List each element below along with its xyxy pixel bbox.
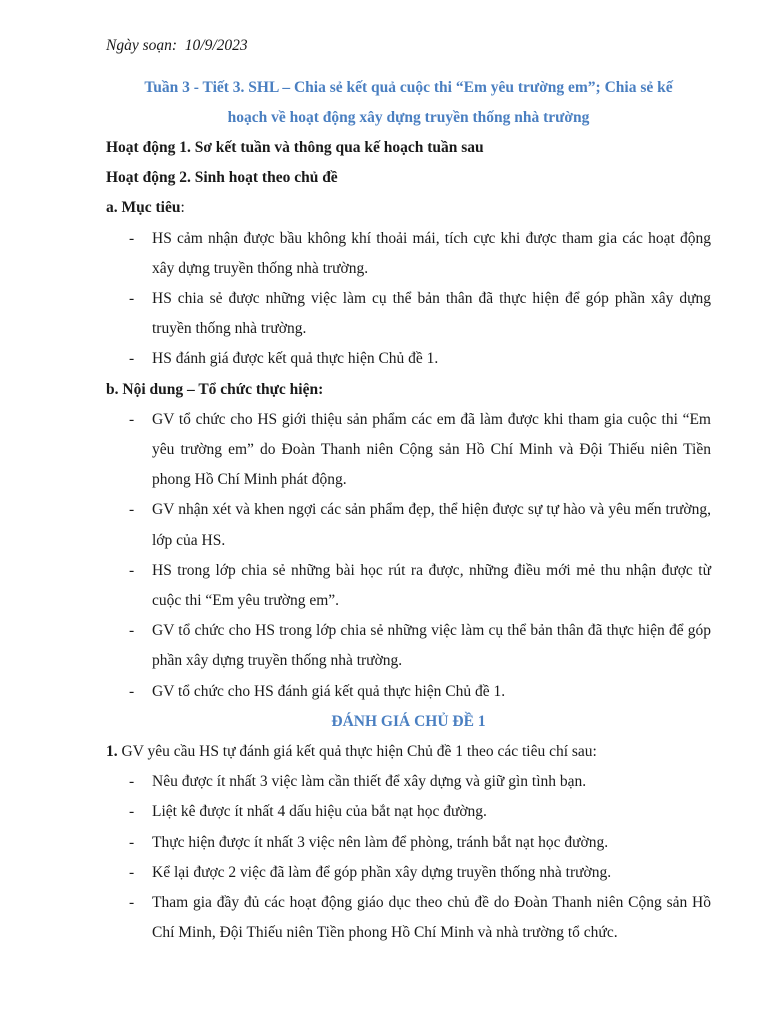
lesson-title — [106, 73, 711, 133]
list-item-text: GV tổ chức cho HS đánh giá kết quả thực hiện Chủ đề 1. — [152, 682, 506, 700]
list-item-text: HS trong lớp chia sẻ những bài học rút ra được, những điều mới mẻ thu nhận được từ cuộc thi “Em yêu trường em”. — [152, 561, 711, 610]
dash-bullet: - — [129, 350, 135, 368]
evaluation-number: 1. — [106, 743, 118, 761]
evaluation-heading: ĐÁNH GIÁ CHỦ ĐỀ 1 — [331, 712, 486, 730]
dash-bullet: - — [129, 410, 135, 428]
dash-bullet: - — [129, 773, 135, 791]
list-item-text: Thực hiện được ít nhất 3 việc nên làm để phòng, tránh bắt nạt học đường. — [152, 833, 609, 851]
list-item-text: GV tổ chức cho HS giới thiệu sản phẩm các em đã làm được khi tham gia cuộc thi “Em yêu trường em” do Đoàn Thanh niên Cộng sản Hồ Chí Minh và Đội Thiếu niên Tiền phong Hồ Chí Minh phát động. — [152, 410, 711, 489]
list-item-text: HS chia sẻ được những việc làm cụ thể bản thân đã thực hiện để góp phần xây dựng truyền thống nhà trường. — [152, 290, 711, 338]
dash-bullet: - — [129, 803, 135, 821]
list-item — [106, 284, 711, 344]
activity-1-heading: Hoạt động 1. Sơ kết tuần và thông qua kế hoạch tuần sau — [106, 139, 484, 156]
list-item — [106, 888, 711, 948]
activity-2-heading: Hoạt động 2. Sinh hoạt theo chủ đề — [106, 169, 338, 187]
list-item — [106, 556, 711, 616]
list-item — [106, 797, 711, 827]
evaluation-intro — [106, 737, 711, 767]
list-item — [106, 495, 711, 555]
contents-list — [106, 405, 711, 707]
list-item-text: HS đánh giá được kết quả thực hiện Chủ đề 1. — [152, 350, 439, 368]
list-item-text: HS cảm nhận được bầu không khí thoải mái, tích cực khi được tham gia các hoạt động xây dựng truyền thống nhà trường. — [152, 229, 711, 277]
dash-bullet: - — [129, 833, 135, 851]
dash-bullet: - — [129, 894, 135, 912]
section-a-colon: : — [180, 199, 185, 217]
dash-bullet: - — [129, 561, 135, 579]
date-value: 10/9/2023 — [184, 37, 248, 54]
list-item — [106, 767, 711, 797]
list-item — [106, 224, 711, 284]
list-item — [106, 405, 711, 496]
list-item — [106, 828, 711, 858]
list-item — [106, 858, 711, 888]
dash-bullet: - — [129, 229, 135, 247]
list-item-text: Nêu được ít nhất 3 việc làm cần thiết để xây dựng và giữ gìn tình bạn. — [152, 773, 587, 791]
dash-bullet: - — [129, 290, 135, 308]
dash-bullet: - — [129, 622, 135, 640]
list-item-text: Tham gia đầy đủ các hoạt động giáo dục theo chủ đề do Đoàn Thanh niên Cộng sản Hồ Chí Minh, Đội Thiếu niên Tiền phong Hồ Chí Minh và nhà trường tổ chức. — [152, 894, 711, 942]
lesson-title-line-2: hoạch về hoạt động xây dựng truyền thống nhà trường — [227, 109, 590, 126]
dash-bullet: - — [129, 682, 135, 700]
list-item — [106, 344, 711, 374]
section-a-heading — [106, 193, 711, 223]
list-item — [106, 677, 711, 707]
date-label: Ngày soạn: — [106, 37, 178, 54]
list-item-text: Kể lại được 2 việc đã làm để góp phần xây dựng truyền thống nhà trường. — [152, 863, 612, 881]
dash-bullet: - — [129, 863, 135, 881]
section-a-label: a. Mục tiêu — [106, 199, 181, 217]
objectives-list — [106, 224, 711, 375]
list-item-text: GV tổ chức cho HS trong lớp chia sẻ những việc làm cụ thể bản thân đã thực hiện để góp phần xây dựng truyền thống nhà trường. — [152, 622, 711, 670]
list-item-text: Liệt kê được ít nhất 4 dấu hiệu của bắt nạt học đường. — [152, 803, 487, 821]
section-b-heading: b. Nội dung – Tổ chức thực hiện: — [106, 380, 324, 398]
list-item — [106, 616, 711, 676]
evaluation-intro-text: GV yêu cầu HS tự đánh giá kết quả thực hiện Chủ đề 1 theo các tiêu chí sau: — [121, 743, 597, 761]
criteria-list — [106, 767, 711, 948]
date-line — [106, 34, 711, 58]
list-item-text: GV nhận xét và khen ngợi các sản phẩm đẹp, thể hiện được sự tự hào và yêu mến trường, lớp của HS. — [152, 501, 711, 549]
lesson-title-line-1: Tuần 3 - Tiết 3. SHL – Chia sẻ kết quả cuộc thi “Em yêu trường em”; Chia sẻ kế — [144, 79, 673, 96]
dash-bullet: - — [129, 501, 135, 519]
